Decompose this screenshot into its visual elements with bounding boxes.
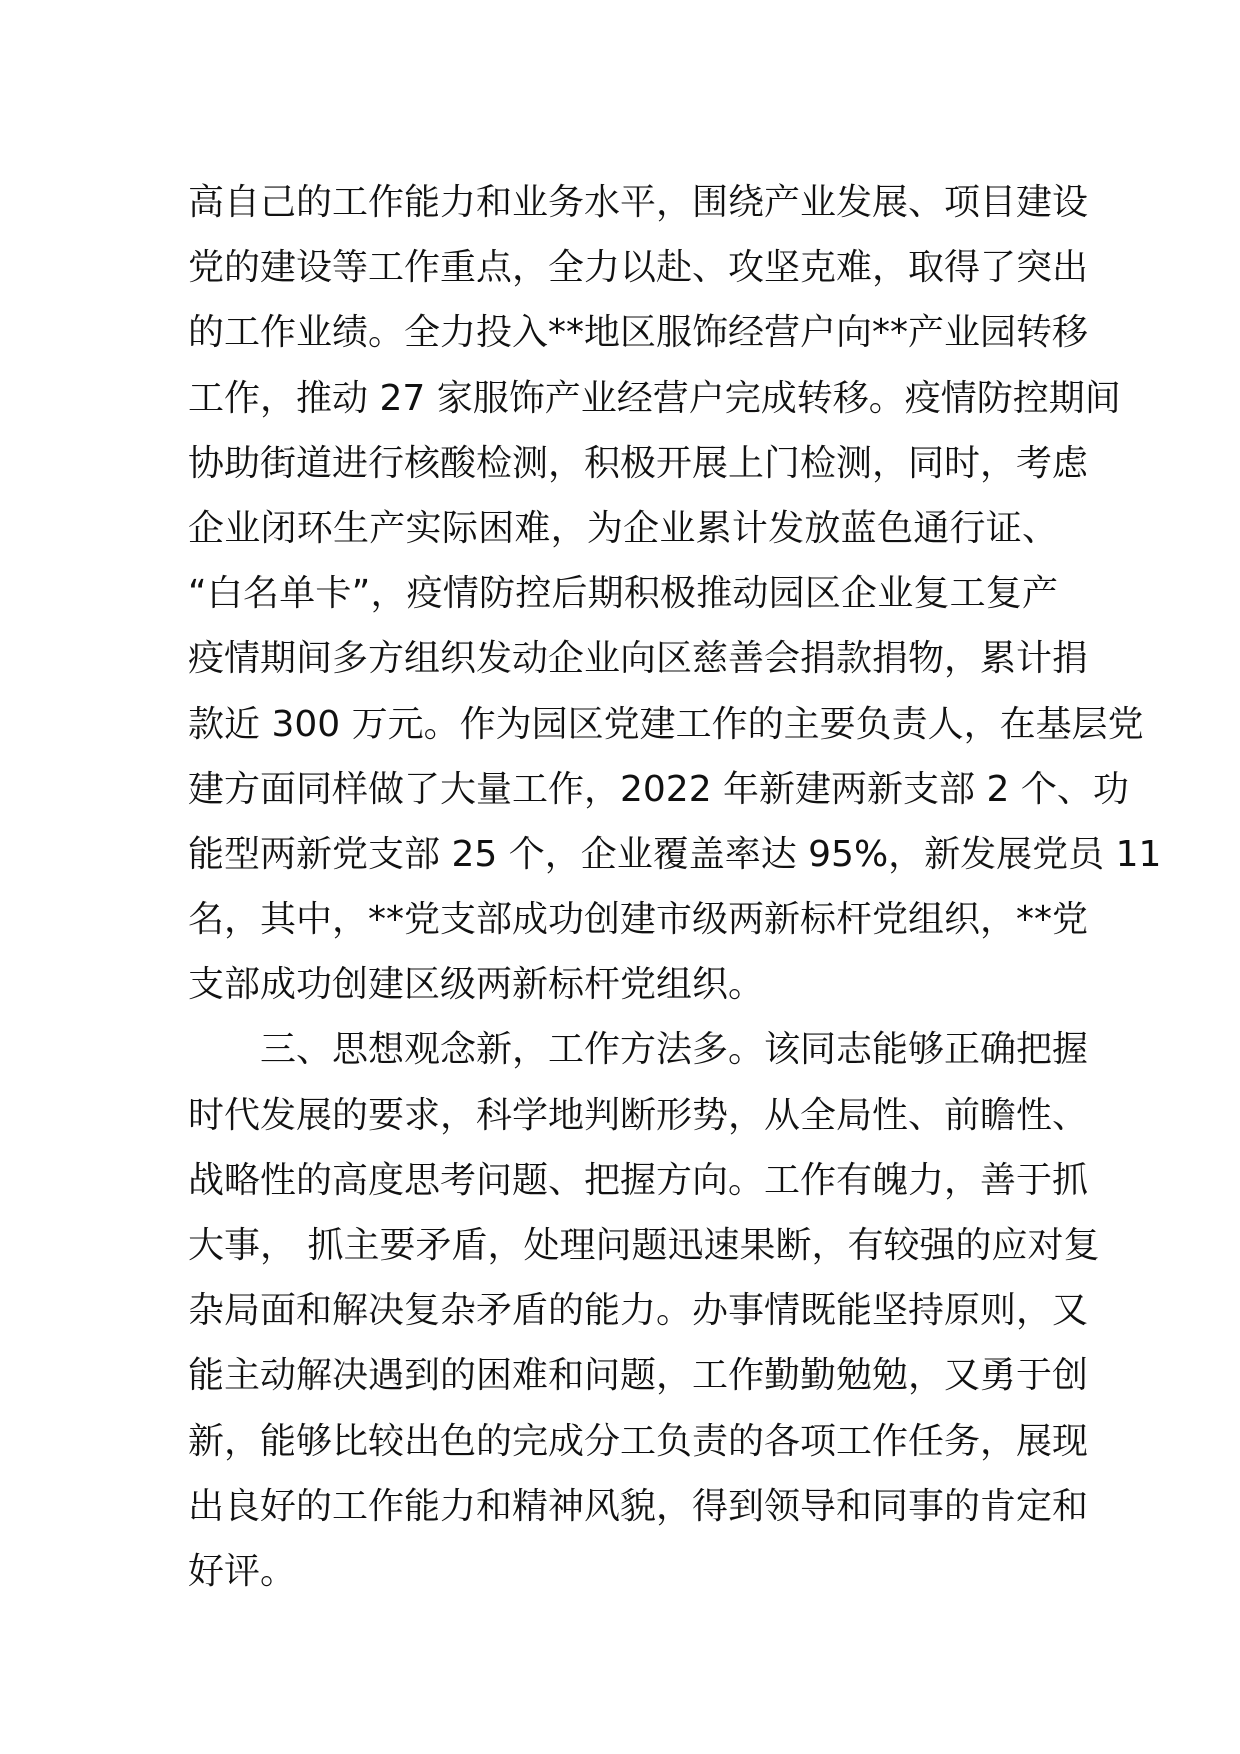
text-line: 疫情期间多方组织发动企业向区慈善会捐款捐物，累计捐 bbox=[188, 638, 1089, 680]
text-line: 名，其中，**党支部成功创建市级两新标杆党组织，**党 bbox=[188, 899, 1089, 941]
document-body bbox=[188, 170, 1162, 1604]
text-line-paragraph-end: 支部成功创建区级两新标杆党组织。 bbox=[188, 964, 765, 1006]
text-line: 能型两新党支部 25 个，企业覆盖率达 95%，新发展党员 11 bbox=[188, 833, 1162, 875]
text-line: 建方面同样做了大量工作，2022 年新建两新支部 2 个、功 bbox=[188, 768, 1129, 810]
text-line: 杂局面和解决复杂矛盾的能力。办事情既能坚持原则，又 bbox=[188, 1290, 1089, 1332]
text-line: “白名单卡”，疫情防控后期积极推动园区企业复工复产 bbox=[188, 573, 1058, 615]
text-line: 新，能够比较出色的完成分工负责的各项工作任务，展现 bbox=[188, 1420, 1089, 1462]
text-line: 时代发展的要求，科学地判断形势，从全局性、前瞻性、 bbox=[188, 1094, 1089, 1136]
text-line: 企业闭环生产实际困难，为企业累计发放蓝色通行证、 bbox=[188, 507, 1058, 549]
text-line: 工作，推动 27 家服饰产业经营户完成转移。疫情防控期间 bbox=[188, 377, 1121, 419]
text-line: 协助街道进行核酸检测，积极开展上门检测，同时，考虑 bbox=[188, 442, 1089, 484]
text-line: 高自己的工作能力和业务水平，围绕产业发展、项目建设 bbox=[188, 182, 1089, 223]
text-line: 党的建设等工作重点，全力以赴、攻坚克难，取得了突出 bbox=[188, 247, 1089, 289]
text-line: 出良好的工作能力和精神风貌，得到领导和同事的肯定和 bbox=[188, 1485, 1089, 1527]
text-line: 战略性的高度思考问题、把握方向。工作有魄力，善于抓 bbox=[188, 1159, 1089, 1201]
text-line: 能主动解决遇到的困难和问题，工作勤勤勉勉，又勇于创 bbox=[188, 1355, 1089, 1397]
text-line-section-heading: 三、思想观念新，工作方法多。该同志能够正确把握 bbox=[260, 1029, 1089, 1071]
text-line: 大事， 抓主要矛盾，处理问题迅速果断，有较强的应对复 bbox=[188, 1225, 1100, 1266]
text-line: 款近 300 万元。作为园区党建工作的主要负责人，在基层党 bbox=[188, 703, 1144, 745]
text-line: 的工作业绩。全力投入**地区服饰经营户向**产业园转移 bbox=[188, 312, 1089, 354]
text-line-paragraph-end: 好评。 bbox=[188, 1550, 297, 1592]
